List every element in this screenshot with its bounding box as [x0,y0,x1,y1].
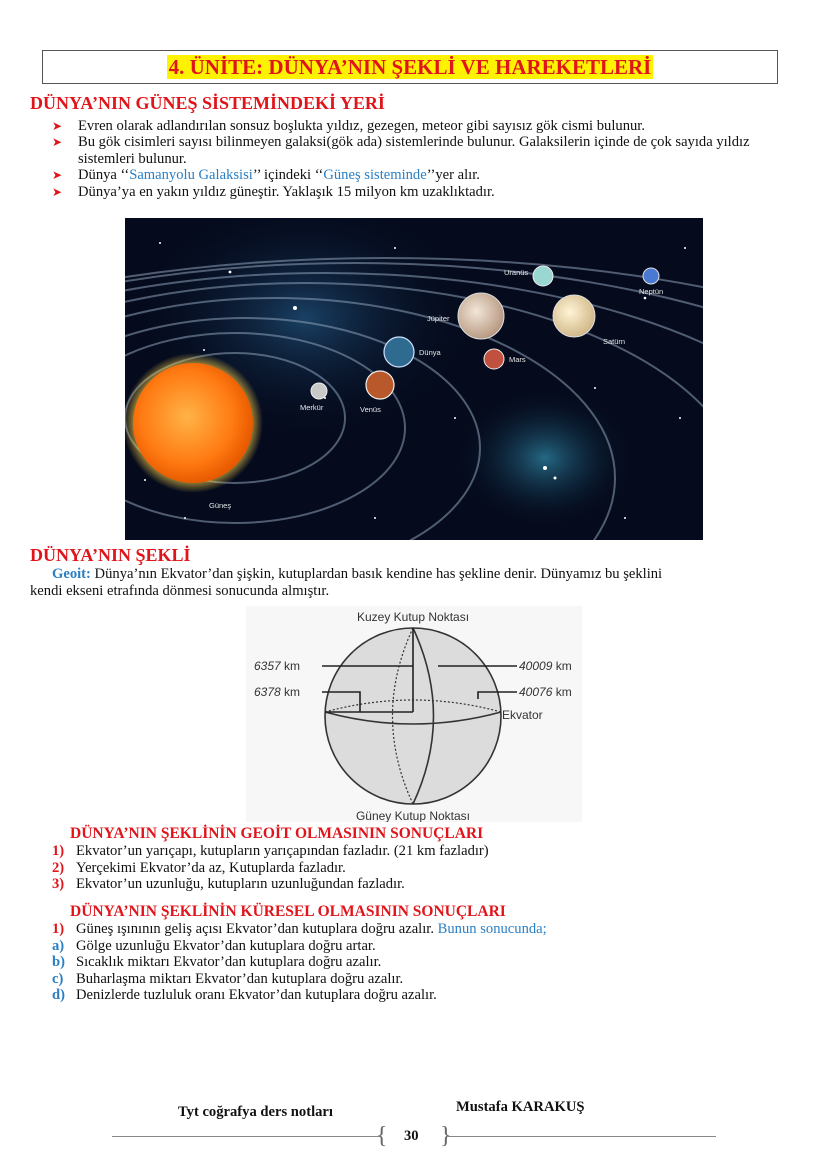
list-item: ➤ Evren olarak adlandırılan sonsuz boşlukta yıldız, gezegen, meteor gibi sayısız gök cismi bulunur. [52,118,645,134]
spherical-results-list [52,921,547,1004]
list-item: ➤ Dünya ‘‘Samanyolu Galaksisi’’ içindeki ‘‘Güneş sisteminde’’yer alır. [52,167,480,184]
label-sun: Güneş [209,501,232,510]
page-bracket-left-icon: { [376,1123,388,1149]
polar-radius-label: 6357 km [254,659,301,673]
arrow-right-icon: ➤ [52,135,63,150]
geoit-definition: Geoit: Dünya’nın Ekvator’dan şişkin, kutuplardan basık kendine has şekline denir. Dünyamız bu şeklini [52,566,663,582]
list-item: ➤ Bu gök cisimleri sayısı bilinmeyen galaksi(gök ada) sistemlerinde bulunur. Galaksilerin içinde de çok sayıda yıldız sistemleri bulunur. [52,134,750,167]
solar-system-bullets [52,118,772,200]
geoid-results-list [52,843,489,893]
unit-title: 4. ÜNİTE: DÜNYA’NIN ŞEKLİ VE HAREKETLERİ [168,55,652,79]
arrow-right-icon: ➤ [52,184,63,199]
list-item: b) Sıcaklık miktarı Ekvator’dan kutuplara doğru azalır. [52,954,382,971]
geoit-definition-line2: kendi ekseni etrafında dönmesi sonucunda almıştır. [30,583,330,599]
label-uranus: Uranüs [504,268,529,277]
footer-divider-left [112,1136,380,1137]
page-number: 30 [404,1128,419,1144]
equator-label: Ekvator [502,708,543,722]
list-item: 1) Ekvator’un yarıçapı, kutupların yarıçapından fazladır. (21 km fazladır) [52,843,489,859]
section-heading-solar-system: DÜNYA’NIN GÜNEŞ SİSTEMİNDEKİ YERİ [30,93,385,113]
result-note: Bunun sonucunda; [437,921,547,937]
label-venus: Venüs [360,405,381,414]
list-item: 1) Güneş ışınının geliş açısı Ekvator’dan kutuplara doğru azalır. Bunun sonucunda; [52,921,547,937]
solar-system-term: Güneş sisteminde [323,167,427,184]
list-item: 3) Ekvator’un uzunluğu, kutupların uzunluğundan fazladır. [52,876,405,893]
meridian-length-label: 40009 km [519,659,572,673]
list-item: c) Buharlaşma miktarı Ekvator’dan kutuplara doğru azalır. [52,970,404,987]
unit-title-box [42,50,778,84]
label-neptune: Neptün [639,287,664,296]
arrow-right-icon: ➤ [52,119,63,133]
list-item: 2) Yerçekimi Ekvator’da az, Kutuplarda fazladır. [52,859,346,876]
galaxy-term: Samanyolu Galaksisi [129,167,253,184]
arrow-right-icon: ➤ [52,168,63,183]
label-mars: Mars [509,355,526,364]
footer-course-title: Tyt coğrafya ders notları [178,1104,333,1120]
label-jupiter: Jüpiter [427,314,450,323]
solar-system-image [125,218,703,540]
geoit-term: Geoit: [52,566,91,582]
list-item: d) Denizlerde tuzluluk oranı Ekvator’dan kutuplara doğru azalır. [52,987,437,1004]
equator-length-label: 40076 km [519,685,572,699]
section-heading-spherical-results: DÜNYA’NIN ŞEKLİNİN KÜRESEL OLMASININ SONUÇLARI [70,903,506,920]
list-item: ➤ Dünya’ya en yakın yıldız güneştir. Yaklaşık 15 milyon km uzaklıktadır. [52,183,495,200]
footer-divider-right [448,1136,716,1137]
label-saturn: Satürn [603,337,626,346]
page-bracket-right-icon: } [440,1123,452,1149]
south-pole-label: Güney Kutup Noktası [355,809,471,822]
list-item: a) Gölge uzunluğu Ekvator’dan kutuplara doğru artar. [52,937,376,954]
footer-author: Mustafa KARAKUŞ [456,1099,585,1115]
equator-radius-label: 6378 km [254,685,301,699]
label-earth: Dünya [419,348,441,357]
north-pole-label: Kuzey Kutup Noktası [356,610,470,624]
label-mercury: Merkür [300,403,324,412]
geoid-diagram [246,606,582,822]
section-heading-earth-shape: DÜNYA’NIN ŞEKLİ [30,545,191,565]
section-heading-geoid-results: DÜNYA’NIN ŞEKLİNİN GEOİT OLMASININ SONUÇLARI [70,825,484,842]
